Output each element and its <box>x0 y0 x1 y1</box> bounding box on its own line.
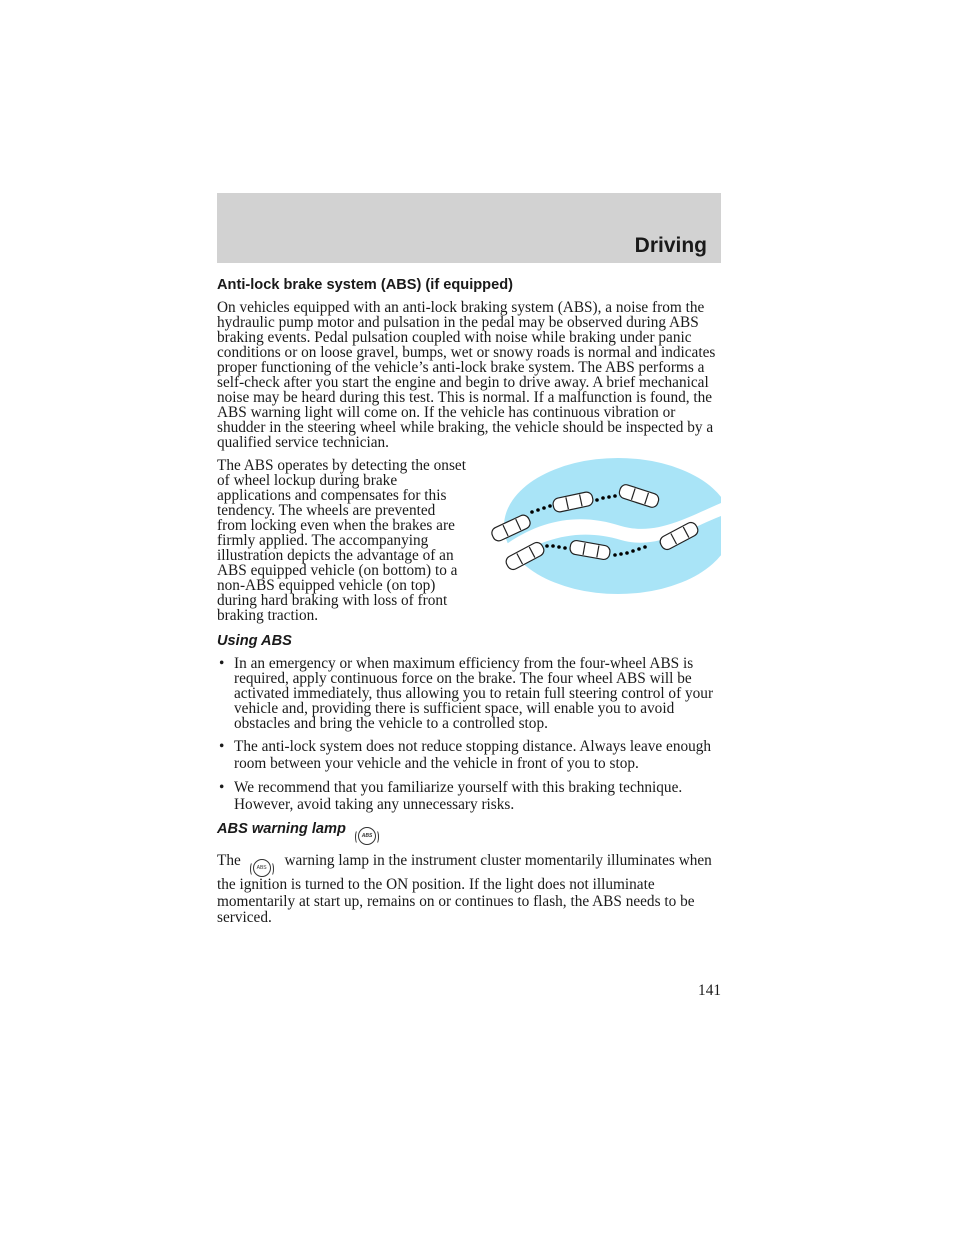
section-header-band <box>217 193 721 263</box>
abs-warning-icon-inline: ABS <box>253 859 271 877</box>
abs-warning-lamp-paragraph: The ABS warning lamp in the instrument cluster momentarily illuminates when the ignition is turned to the ON position. If the light does not illuminate momentarily at start up, remains on or continues to flash, the ABS needs to be serviced. <box>217 852 712 926</box>
section-title: Driving <box>634 234 707 257</box>
abs-operation-paragraph: The ABS operates by detecting the onset of wheel lockup during brake applications and compensates for this tendency. The wheels are prevented from locking even when the brakes are firmly applied. The accompanying illustration depicts the advantage of an ABS equipped vehicle (on bottom) to a non-ABS equipped vehicle (on top) during hard braking with loss of front braking traction. <box>217 457 466 624</box>
bullet-icon: • <box>219 655 225 672</box>
abs-vehicles-illustration <box>481 458 721 596</box>
abs-warning-icon: ABS <box>358 827 376 845</box>
bullet-icon: • <box>219 779 225 796</box>
abs-illustration <box>481 458 721 596</box>
list-item: • In an emergency or when maximum efficiency from the four-wheel ABS is required, apply continuous force on the brake. The four wheel ABS will be activated immediately, thus allowing you to retain full steering control of your vehicle and, providing there is sufficient space, will enable you to avoid obstacles and bring the vehicle to a controlled stop. <box>219 655 714 732</box>
bullet-icon: • <box>219 738 225 755</box>
using-abs-list <box>217 656 721 813</box>
page-content <box>217 277 721 935</box>
abs-intro-paragraph: On vehicles equipped with an anti-lock braking system (ABS), a noise from the hydraulic pump motor and pulsation in the pedal may be observed during ABS braking events. Pedal pulsation coupled with noise while braking under panic conditions or on loose gravel, bumps, wet or snowy roads is normal and indicates proper functioning of the vehicle’s anti-lock brake system. The ABS performs a self-check after you start the engine and begin to drive away. A brief mechanical noise may be heard during this test. This is normal. If a malfunction is found, the ABS warning light will come on. If the vehicle has continuous vibration or shudder in the steering wheel while braking, the vehicle should be inspected by a qualified service technician. <box>217 299 716 451</box>
abs-warning-lamp-heading: ABS warning lamp ABS <box>217 821 721 845</box>
using-abs-heading: Using ABS <box>217 633 292 649</box>
list-item: • We recommend that you familiarize yourself with this braking technique. However, avoid taking any unnecessary risks. <box>219 779 683 813</box>
list-item: • The anti-lock system does not reduce stopping distance. Always leave enough room between your vehicle and the vehicle in front of you to stop. <box>219 738 712 772</box>
abs-heading: Anti-lock brake system (ABS) (if equipped) <box>217 277 513 293</box>
page-number: 141 <box>698 982 721 999</box>
